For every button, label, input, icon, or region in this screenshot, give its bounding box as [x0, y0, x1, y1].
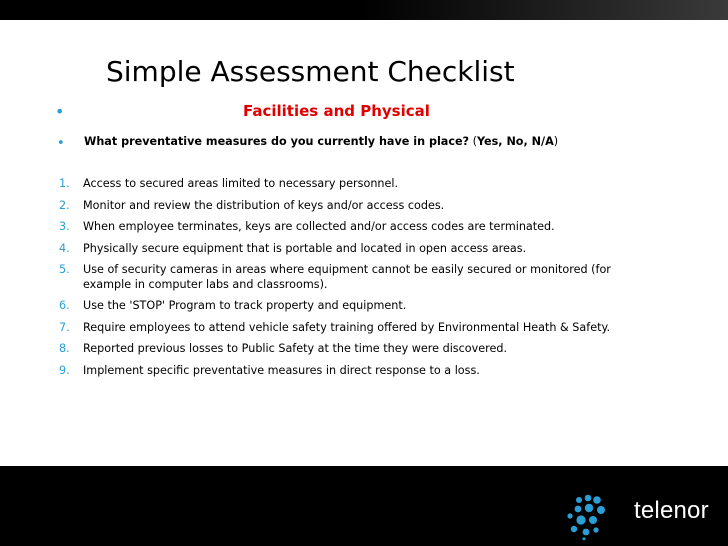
item-text: Physically secure equipment that is portable and located in open access areas. [83, 241, 527, 255]
item-text: Implement specific preventative measures in direct response to a loss. [83, 363, 480, 377]
item-number: 2. [59, 198, 70, 212]
slide-title: Simple Assessment Checklist [106, 55, 515, 88]
question-bullet: • [57, 136, 65, 151]
item-number: 5. [59, 263, 70, 276]
telenor-logo-text: telenor [634, 497, 709, 524]
checklist-item [0, 199, 643, 214]
item-text: Reported previous losses to Public Safety at the time they were discovered. [83, 342, 508, 355]
section-title: Facilities and Physical [243, 102, 430, 120]
item-number: 3. [59, 220, 70, 233]
item-number: 1. [59, 177, 70, 190]
question-text: What preventative measures do you currently have in place? [84, 135, 470, 148]
checklist-item [0, 263, 643, 292]
item-text: Monitor and review the distribution of keys and/or access codes. [83, 198, 445, 212]
item-number: 9. [59, 363, 70, 377]
question-options: Yes, No, N/A [476, 135, 554, 148]
top-bar-stripe [358, 0, 728, 20]
item-text: Require employees to attend vehicle safety training offered by Environmental Heath & Safety. [83, 320, 611, 334]
top-bar [0, 0, 728, 20]
section-bullet: • [55, 102, 65, 121]
checklist-item [0, 321, 643, 336]
item-number: 4. [59, 241, 70, 255]
checklist-item [0, 177, 643, 192]
checklist [0, 177, 728, 385]
item-number: 7. [59, 320, 70, 334]
item-text: Use of security cameras in areas where equipment cannot be easily secured or monitored (for example in computer labs and classrooms). [83, 263, 611, 291]
item-number: 6. [59, 299, 70, 312]
checklist-item [0, 364, 643, 379]
item-text: Use the 'STOP' Program to track property and equipment. [83, 299, 407, 312]
checklist-item [0, 342, 643, 357]
item-text: When employee terminates, keys are collected and/or access codes are terminated. [83, 220, 555, 233]
checklist-item [0, 220, 643, 235]
question-options-open: ( [469, 135, 477, 148]
item-number: 8. [59, 342, 70, 355]
question-line [84, 135, 558, 148]
question-options-close: ) [553, 135, 559, 148]
checklist-item [0, 242, 643, 257]
checklist-item [0, 299, 643, 314]
item-text: Access to secured areas limited to necessary personnel. [83, 177, 399, 190]
